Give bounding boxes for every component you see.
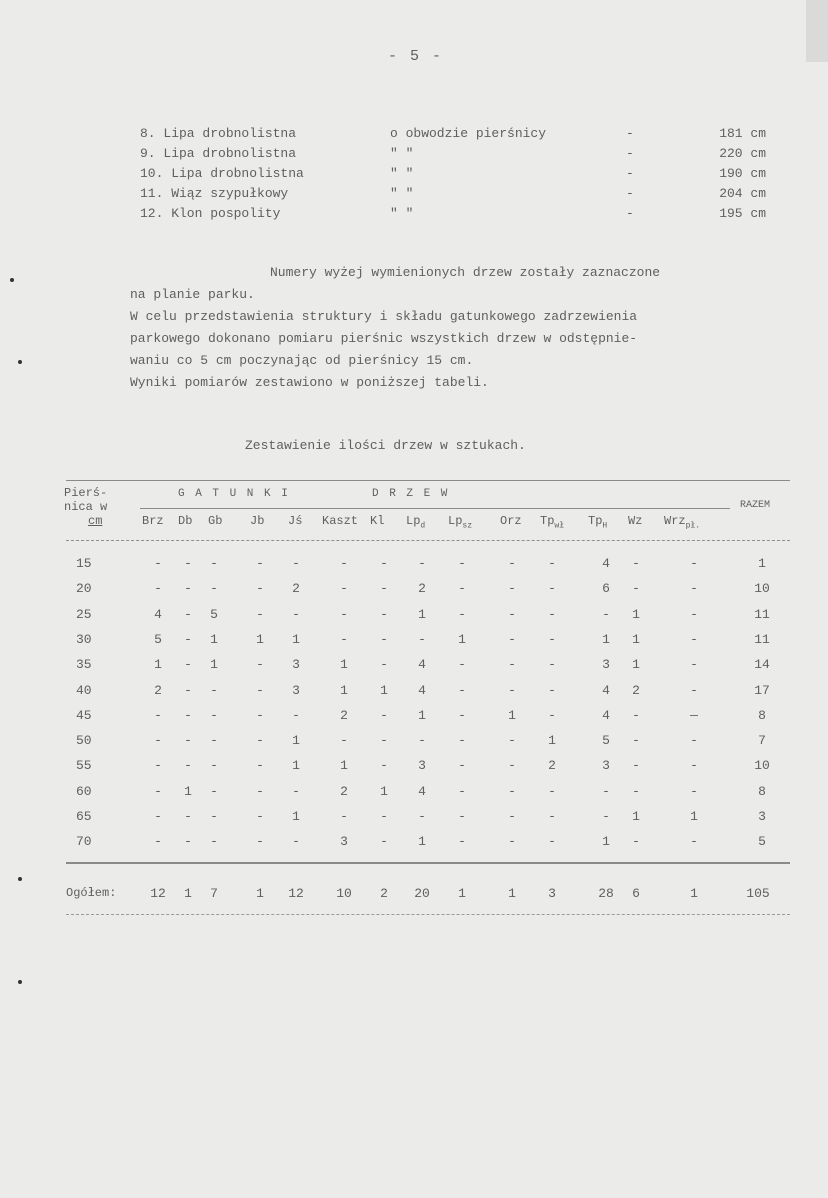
column-total-cell: 7 [210, 886, 218, 901]
table-cell: 1 [418, 834, 426, 850]
table-cell: - [458, 682, 466, 698]
table-cell: 3 [602, 758, 610, 774]
table-cell: - [602, 809, 610, 824]
paragraph-line: waniu co 5 cm poczynając od pierśnicy 15 cm. [130, 353, 474, 368]
table-cell: - [548, 606, 556, 622]
tree-circumference: 190 cm [719, 166, 766, 181]
body-paragraph [130, 262, 790, 394]
species-column-header: Brz [142, 514, 164, 528]
species-column-subscript: sz [462, 521, 473, 531]
paragraph-line: Numery wyżej wymienionych drzew zostały zaznaczone [270, 265, 661, 280]
grand-total-cell: 105 [746, 886, 770, 901]
row-total-cell: 3 [758, 809, 766, 824]
diameter-row-label: 60 [76, 783, 92, 799]
table-cell: - [690, 606, 698, 622]
table-cell: - [458, 581, 466, 597]
diameter-row-label: 65 [76, 809, 92, 824]
table-cell: 1 [210, 631, 218, 647]
table-cell: - [340, 809, 348, 824]
table-cell: - [210, 707, 218, 723]
column-total-cell: 3 [548, 886, 556, 901]
row-total-cell: 8 [758, 707, 766, 723]
table-cell: - [690, 733, 698, 749]
diameter-row-label: 55 [76, 758, 92, 774]
table-cell: - [292, 606, 300, 622]
table-caption: Zestawienie ilości drzew w sztukach. [245, 438, 526, 453]
row-total-cell: 11 [754, 631, 770, 647]
table-cell: - [256, 834, 264, 850]
table-cell: - [184, 834, 192, 850]
table-cell: 1 [380, 682, 388, 698]
diameter-row-label: 25 [76, 606, 92, 622]
table-cell: 5 [210, 606, 218, 622]
table-cell: - [458, 556, 466, 571]
row-total-cell: 17 [754, 682, 770, 698]
row-total-cell: 10 [754, 581, 770, 597]
tree-entry [140, 204, 780, 224]
table-cell: 1 [340, 758, 348, 774]
table-cell: - [184, 682, 192, 698]
table-cell: 1 [210, 657, 218, 673]
page-number: - 5 - [388, 48, 444, 65]
diameter-header [64, 486, 107, 528]
table-cell: 1 [380, 783, 388, 799]
table-cell: - [548, 682, 556, 698]
table-cell: - [508, 809, 516, 824]
diameter-row-label: 45 [76, 707, 92, 723]
table-cell: 3 [340, 834, 348, 850]
table-cell: 1 [154, 657, 162, 673]
tree-dash: - [626, 206, 634, 221]
table-cell: - [380, 606, 388, 622]
diameter-header-line: nica w [64, 500, 108, 514]
total-header: RAZEM [740, 500, 771, 511]
table-cell: 1 [292, 631, 300, 647]
table-cell: - [690, 556, 698, 571]
tree-location: " " [390, 146, 414, 161]
row-total-cell: 5 [758, 834, 766, 850]
column-total-cell: 10 [336, 886, 352, 901]
tree-circumference: 204 cm [719, 186, 766, 201]
table-cell: 2 [340, 783, 348, 799]
species-column-header: Gb [208, 514, 223, 528]
table-cell: - [548, 783, 556, 799]
row-total-cell: 11 [754, 606, 770, 622]
table-cell: - [184, 809, 192, 824]
tree-entry [140, 124, 780, 144]
table-cell: - [380, 556, 388, 571]
table-cell: - [418, 733, 426, 749]
column-total-cell: 12 [288, 886, 304, 901]
table-cell: - [154, 707, 162, 723]
table-cell: - [508, 657, 516, 673]
table-cell: - [292, 834, 300, 850]
table-cell: - [380, 758, 388, 774]
table-cell: 1 [418, 707, 426, 723]
diameter-header-unit: cm [88, 514, 103, 528]
table-cell: 1 [690, 809, 698, 824]
table-cell: - [210, 783, 218, 799]
species-header-gatunki: G A T U N K I [178, 488, 290, 500]
table-cell: - [548, 707, 556, 723]
table-cell: - [210, 809, 218, 824]
table-cell: - [256, 581, 264, 597]
species-column-header: Kaszt [322, 514, 359, 528]
diameter-row-label: 50 [76, 733, 92, 749]
total-row-label: Ogółem: [66, 886, 117, 900]
table-cell: - [184, 606, 192, 622]
tree-dash: - [626, 166, 634, 181]
species-column-header: Jś [288, 514, 303, 528]
table-cell: - [458, 606, 466, 622]
table-cell: 5 [602, 733, 610, 749]
table-cell: 2 [418, 581, 426, 597]
table-cell: - [210, 758, 218, 774]
table-cell: 3 [602, 657, 610, 673]
table-cell: 1 [548, 733, 556, 749]
binder-hole-mark [18, 877, 22, 881]
table-cell: - [380, 733, 388, 749]
table-cell: - [602, 783, 610, 799]
table-cell: 1 [632, 606, 640, 622]
table-cell: - [292, 707, 300, 723]
table-cell: 4 [154, 606, 162, 622]
tree-entry [140, 184, 780, 204]
table-cell: - [154, 733, 162, 749]
table-cell: - [256, 733, 264, 749]
tree-location: " " [390, 206, 414, 221]
tree-circumference: 195 cm [719, 206, 766, 221]
table-cell: - [418, 631, 426, 647]
table-cell: 2 [548, 758, 556, 774]
species-column-header: Wz [628, 514, 643, 528]
table-cell: - [256, 556, 264, 571]
tree-entry [140, 164, 780, 184]
binder-hole-mark [18, 360, 22, 364]
species-column-header: Wrz$_{pł.}$ [664, 514, 701, 531]
table-cell: - [508, 631, 516, 647]
table-cell: - [340, 556, 348, 571]
species-column-header: $Lp_{sz}$ [448, 514, 473, 531]
species-column-header: Jb [250, 514, 265, 528]
table-cell: 6 [602, 581, 610, 597]
species-column-subscript: d [420, 521, 426, 531]
column-total-cell: 12 [150, 886, 166, 901]
tree-dash: - [626, 186, 634, 201]
table-cell: - [690, 783, 698, 799]
table-cell: - [632, 707, 640, 723]
table-cell: - [184, 657, 192, 673]
table-cell: - [508, 783, 516, 799]
table-cell: - [690, 631, 698, 647]
table-cell: - [632, 556, 640, 571]
species-column-header: Orz [500, 514, 522, 528]
table-cell: - [690, 834, 698, 850]
column-total-cell: 1 [458, 886, 466, 901]
table-cell: - [458, 783, 466, 799]
table-cell: 4 [602, 707, 610, 723]
table-cell: - [548, 809, 556, 824]
table-cell: - [458, 809, 466, 824]
table-cell: 5 [154, 631, 162, 647]
table-cell: - [380, 707, 388, 723]
table-cell: 4 [602, 556, 610, 571]
table-cell: - [380, 657, 388, 673]
binder-hole-mark [18, 980, 22, 984]
table-cell: - [632, 758, 640, 774]
table-cell: - [184, 631, 192, 647]
table-cell: 1 [602, 631, 610, 647]
table-cell: - [690, 682, 698, 698]
table-cell: - [340, 606, 348, 622]
table-cell: - [154, 783, 162, 799]
table-cell: - [210, 733, 218, 749]
table-cell: 2 [292, 581, 300, 597]
paragraph-line: parkowego dokonano pomiaru pierśnic wszystkich drzew w odstępnie- [130, 331, 638, 346]
table-cell: 1 [632, 657, 640, 673]
table-cell: - [690, 581, 698, 597]
row-total-cell: 8 [758, 783, 766, 799]
tree-location: " " [390, 166, 414, 181]
table-cell: - [340, 631, 348, 647]
table-cell: 3 [292, 657, 300, 673]
table-cell: - [380, 809, 388, 824]
diameter-row-label: 20 [76, 581, 92, 597]
table-cell: - [256, 657, 264, 673]
table-cell: - [418, 556, 426, 571]
table-cell: 1 [508, 707, 516, 723]
column-total-cell: 1 [256, 886, 264, 901]
tree-name: 8. Lipa drobnolistna [140, 126, 297, 141]
table-cell: - [154, 809, 162, 824]
table-cell: 2 [632, 682, 640, 698]
species-column-subscript: wł [554, 521, 565, 531]
paragraph-line: W celu przedstawienia struktury i składu gatunkowego zadrzewienia [130, 309, 638, 324]
table-cell: 1 [184, 783, 192, 799]
column-total-cell: 1 [184, 886, 192, 901]
table-cell: - [154, 581, 162, 597]
table-cell: - [256, 758, 264, 774]
table-cell: 1 [292, 809, 300, 824]
table-cell: - [292, 556, 300, 571]
table-cell: - [602, 606, 610, 622]
tree-name: 10. Lipa drobnolistna [140, 166, 304, 181]
table-cell: 1 [292, 758, 300, 774]
table-cell: - [508, 556, 516, 571]
table-cell: - [508, 733, 516, 749]
table-cell: - [184, 733, 192, 749]
tree-dash: - [626, 126, 634, 141]
page-corner-fold [806, 0, 828, 62]
table-cell: - [340, 581, 348, 597]
row-total-cell: 14 [754, 657, 770, 673]
table-cell: - [210, 556, 218, 571]
table-cell: 4 [602, 682, 610, 698]
table-cell: - [548, 631, 556, 647]
table-cell: - [548, 581, 556, 597]
table-cell: 4 [418, 783, 426, 799]
table-cell: - [210, 581, 218, 597]
table-cell: - [508, 606, 516, 622]
tree-dash: - [626, 146, 634, 161]
table-cell: - [690, 657, 698, 673]
species-column-header: Db [178, 514, 193, 528]
species-header-drzew: D R Z E W [372, 488, 450, 500]
body-bottom-rule [66, 862, 790, 864]
table-cell: 1 [292, 733, 300, 749]
table-cell: - [340, 733, 348, 749]
table-cell: - [458, 707, 466, 723]
species-column-subscript: pł. [685, 521, 701, 531]
tree-list [140, 124, 780, 224]
table-cell: - [380, 581, 388, 597]
table-cell: 1 [256, 631, 264, 647]
tree-name: 12. Klon pospolity [140, 206, 281, 221]
table-cell: 1 [340, 682, 348, 698]
column-total-cell: 28 [598, 886, 614, 901]
table-cell: - [548, 834, 556, 850]
diameter-row-label: 30 [76, 631, 92, 647]
tree-entry [140, 144, 780, 164]
table-cell: - [508, 581, 516, 597]
table-cell: - [632, 733, 640, 749]
table-cell: 2 [340, 707, 348, 723]
table-cell: - [458, 733, 466, 749]
row-total-cell: 10 [754, 758, 770, 774]
row-total-cell: 1 [758, 556, 766, 571]
table-cell: - [548, 657, 556, 673]
column-total-cell: 1 [690, 886, 698, 901]
table-cell: 1 [418, 606, 426, 622]
paragraph-line: na planie parku. [130, 287, 255, 302]
table-cell: - [292, 783, 300, 799]
table-cell: - [256, 707, 264, 723]
species-column-subscript: H [602, 521, 608, 531]
table-cell: 1 [458, 631, 466, 647]
table-cell: 1 [632, 631, 640, 647]
table-cell: - [256, 809, 264, 824]
diameter-row-label: 40 [76, 682, 92, 698]
table-cell: - [154, 758, 162, 774]
tree-location: " " [390, 186, 414, 201]
table-cell: - [548, 556, 556, 571]
column-total-cell: 20 [414, 886, 430, 901]
diameter-header-line: Pierś- [64, 486, 108, 500]
table-cell: 1 [632, 809, 640, 824]
diameter-row-label: 15 [76, 556, 92, 571]
table-cell: - [632, 783, 640, 799]
table-cell: - [380, 834, 388, 850]
table-cell: - [184, 707, 192, 723]
table-cell: - [632, 834, 640, 850]
table-cell: 2 [154, 682, 162, 698]
table-cell: - [418, 809, 426, 824]
table-cell: - [380, 631, 388, 647]
species-column-header: $Lp_d$ [406, 514, 426, 531]
column-total-cell: 2 [380, 886, 388, 901]
species-column-header: Kl [370, 514, 385, 528]
binder-hole-mark [10, 278, 14, 282]
table-cell: - [690, 758, 698, 774]
table-cell: 3 [292, 682, 300, 698]
table-cell: 4 [418, 682, 426, 698]
table-cell: - [458, 657, 466, 673]
table-cell: 1 [602, 834, 610, 850]
table-cell: - [256, 606, 264, 622]
diameter-row-label: 35 [76, 657, 92, 673]
column-total-cell: 6 [632, 886, 640, 901]
table-cell: 4 [418, 657, 426, 673]
table-cell: - [184, 758, 192, 774]
species-column-header: $Tp_H$ [588, 514, 608, 531]
table-cell: - [458, 834, 466, 850]
table-cell: - [508, 834, 516, 850]
table-cell: - [184, 556, 192, 571]
table-cell: - [154, 556, 162, 571]
tree-location: o obwodzie pierśnicy [390, 126, 547, 141]
table-cell: - [256, 783, 264, 799]
table-cell: - [508, 758, 516, 774]
table-cell: 3 [418, 758, 426, 774]
table-cell: - [632, 581, 640, 597]
table-cell: 1 [340, 657, 348, 673]
table-cell: - [210, 682, 218, 698]
table-top-rule [66, 480, 790, 481]
paragraph-line: Wyniki pomiarów zestawiono w poniższej tabeli. [130, 375, 489, 390]
header-bottom-rule [66, 540, 790, 541]
table-cell: - [508, 682, 516, 698]
table-cell: - [256, 682, 264, 698]
table-cell: - [184, 581, 192, 597]
tree-name: 11. Wiąz szypułkowy [140, 186, 289, 201]
table-bottom-rule [66, 914, 790, 915]
species-span-rule [140, 508, 730, 509]
table-cell: — [690, 707, 698, 723]
tree-name: 9. Lipa drobnolistna [140, 146, 297, 161]
table-cell: - [210, 834, 218, 850]
diameter-row-label: 70 [76, 834, 92, 850]
table-cell: - [458, 758, 466, 774]
row-total-cell: 7 [758, 733, 766, 749]
table-cell: - [154, 834, 162, 850]
species-column-header: $Tp_{wł}$ [540, 514, 565, 531]
tree-circumference: 181 cm [719, 126, 766, 141]
tree-circumference: 220 cm [719, 146, 766, 161]
column-total-cell: 1 [508, 886, 516, 901]
